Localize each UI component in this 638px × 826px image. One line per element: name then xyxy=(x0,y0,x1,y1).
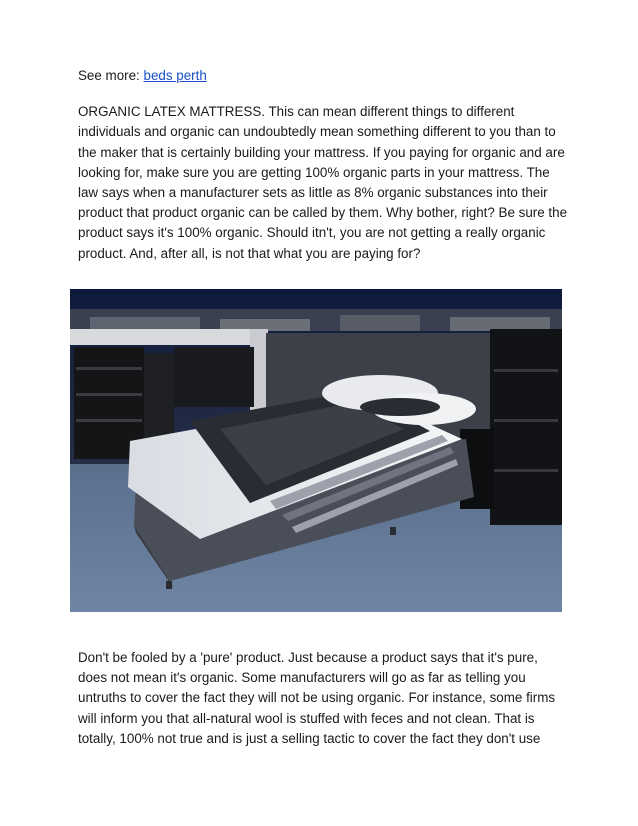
document-page-continued xyxy=(78,648,568,749)
beds-perth-link[interactable]: beds perth xyxy=(143,68,207,83)
see-more-prefix: See more: xyxy=(78,68,144,83)
bed-showroom-photo xyxy=(70,289,562,612)
see-more-line xyxy=(78,66,568,86)
paragraph-pure-product: Don't be fooled by a 'pure' product. Just because a product says that it's pure, does not mean it's organic. Some manufacturers will go as far as telling you untruths to cover the fact they will not be using organic. For instance, some firms will inform you that all-natural wool is stuffed with feces and not clean. That is totally, 100% not true and is just a selling tactic to cover the fact they don't use xyxy=(78,650,556,746)
document-page xyxy=(78,66,568,264)
paragraph-organic-latex: ORGANIC LATEX MATTRESS. This can mean different things to different individuals and organic can undoubtedly mean something different to you than to the maker that is certainly building your mattress. If you paying for organic and are looking for, make sure you are getting 100% organic parts in your mattress. The law says when a manufacturer sets as little as 8% organic substances into their product that product organic can be called by them. Why bother, right? Be sure the product says it's 100% organic. Should itn't, you are not getting a really organic product. And, after all, is not that what you are paying for? xyxy=(78,104,568,261)
